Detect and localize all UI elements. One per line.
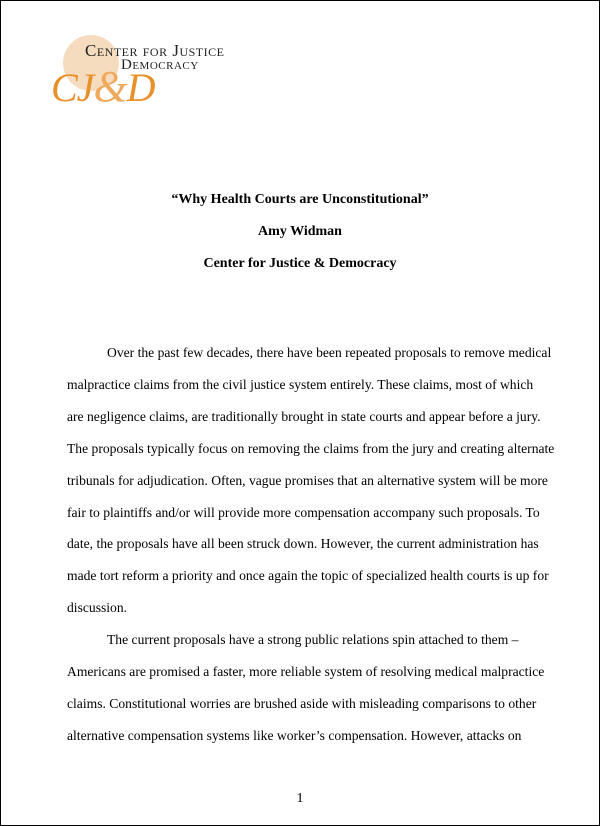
logo-monogram-left: CJ — [51, 65, 94, 110]
author-name: Amy Widman — [258, 224, 342, 239]
paragraph-line: alternative compensation systems like worker’s compensation. However, attacks on — [67, 727, 522, 743]
cjd-logo — [49, 31, 249, 111]
paragraph-line: The current proposals have a strong public relations spin attached to them – — [107, 632, 519, 648]
paragraph-line: tribunals for adjudication. Often, vague promises that an alternative system will be more — [67, 472, 548, 488]
paragraph-line: fair to plaintiffs and/or will provide more compensation accompany such proposals. To — [67, 504, 540, 520]
paragraph-line: Over the past few decades, there have been repeated proposals to remove medical — [107, 345, 552, 360]
paragraph-line: discussion. — [67, 600, 128, 616]
logo-text-line2: Democracy — [121, 57, 199, 73]
paragraph-line: made tort reform a priority and once again the topic of specialized health courts is up for — [67, 568, 549, 584]
paragraph-line: The proposals typically focus on removing the claims from the jury and creating alternate — [67, 440, 555, 456]
paragraph-line: date, the proposals have all been struck down. However, the current administration has — [67, 536, 539, 552]
logo-monogram — [51, 62, 155, 111]
page-number: 1 — [296, 791, 304, 806]
paragraph-line: claims. Constitutional worries are brushed aside with misleading comparisons to other — [67, 695, 537, 711]
body-paragraph — [67, 624, 559, 752]
body-paragraph — [67, 337, 559, 624]
logo-monogram-right: D — [126, 65, 155, 110]
paragraph-line: are negligence claims, are traditionally brought in state courts and appear before a jury. — [67, 408, 541, 424]
paragraph-line: malpractice claims from the civil justice system entirely. These claims, most of which — [67, 376, 534, 392]
document-title: “Why Health Courts are Unconstitutional” — [171, 192, 429, 207]
logo-text-line1: Center for Justice — [85, 41, 225, 60]
logo-monogram-amp: & — [93, 62, 127, 111]
body-text — [67, 337, 559, 752]
author-organization: Center for Justice & Democracy — [203, 256, 397, 271]
title-block — [1, 184, 599, 280]
paragraph-line: Americans are promised a faster, more reliable system of resolving medical malpractice — [67, 664, 545, 680]
